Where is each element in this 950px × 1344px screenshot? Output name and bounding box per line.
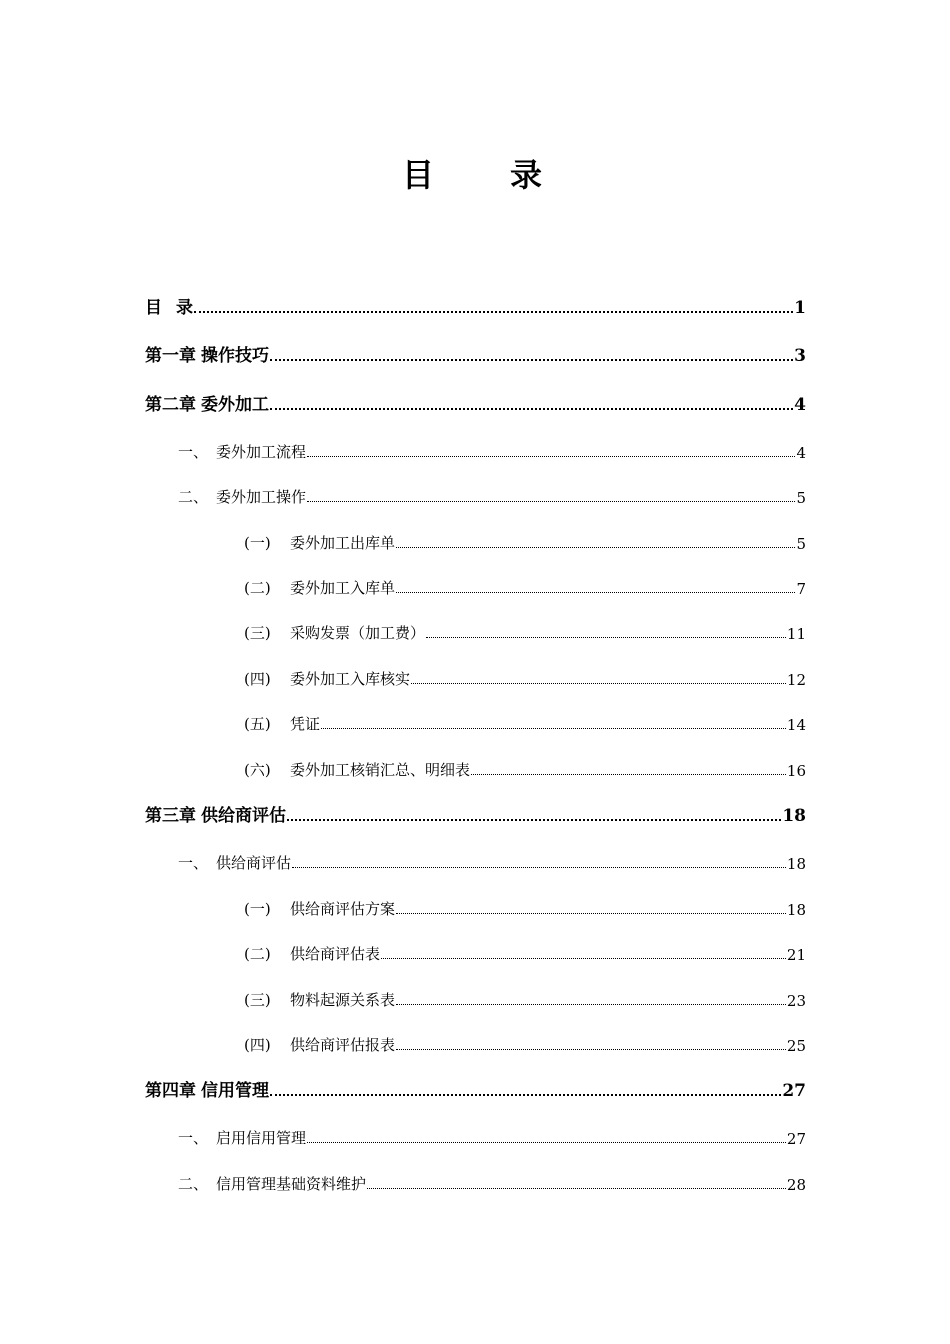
toc-entry-page: 5 — [796, 535, 806, 553]
toc-entry-title: 委外加工 — [201, 395, 269, 415]
toc-entry-section[interactable] — [145, 1124, 806, 1148]
toc-entry-page: 3 — [794, 346, 806, 366]
toc-entry-number: (六) — [244, 761, 271, 779]
toc-entry-number: (二) — [244, 579, 271, 597]
toc-entry-subsection[interactable] — [145, 665, 806, 689]
toc-entry-page: 4 — [794, 395, 806, 415]
toc-entry-chapter-1[interactable] — [145, 342, 806, 366]
toc-entry-page: 25 — [786, 1037, 806, 1055]
toc-entry-title: 信用管理基础资料维护 — [216, 1175, 367, 1193]
toc-entry-number: (一) — [244, 534, 271, 552]
toc-entry-contents[interactable] — [145, 294, 806, 318]
toc-entry-subsection[interactable] — [145, 710, 806, 734]
toc-entry-title: 供给商评估 — [201, 806, 286, 826]
toc-entry-subsection[interactable] — [145, 529, 806, 553]
toc-entry-title: 委外加工核销汇总、明细表 — [290, 761, 471, 779]
toc-entry-page: 5 — [796, 489, 806, 507]
toc-entry-number: 第三章 — [145, 806, 196, 826]
toc-dot-leader — [270, 359, 793, 361]
toc-dot-leader — [321, 728, 786, 729]
toc-entry-page: 12 — [786, 671, 806, 689]
toc-entry-page: 18 — [782, 806, 806, 826]
toc-entry-number: (二) — [244, 945, 271, 963]
toc-entry-title: 委外加工入库单 — [290, 579, 396, 597]
toc-entry-title: 凭证 — [290, 715, 321, 733]
toc-entry-subsection[interactable] — [145, 940, 806, 964]
toc-dot-leader — [367, 1188, 786, 1189]
toc-entry-title: 启用信用管理 — [216, 1129, 307, 1147]
toc-entry-number: 二、 — [178, 488, 209, 506]
toc-entry-page: 11 — [786, 625, 806, 643]
toc-entry-chapter-2[interactable] — [145, 391, 806, 415]
toc-entry-number: (四) — [244, 1036, 271, 1054]
toc-entry-subsection[interactable] — [145, 756, 806, 780]
toc-entry-number: 二、 — [178, 1175, 209, 1193]
toc-entry-section[interactable] — [145, 438, 806, 462]
toc-entry-page: 21 — [786, 946, 806, 964]
toc-dot-leader — [396, 1049, 786, 1050]
toc-entry-page: 27 — [786, 1130, 806, 1148]
toc-entry-section[interactable] — [145, 849, 806, 873]
toc-entry-page: 14 — [786, 716, 806, 734]
toc-entry-chapter-4[interactable] — [145, 1077, 806, 1101]
toc-dot-leader — [292, 867, 786, 868]
toc-entry-title: 供给商评估表 — [290, 945, 381, 963]
toc-entry-number: (三) — [244, 624, 271, 642]
toc-dot-leader — [194, 311, 793, 313]
toc-entry-number: 第一章 — [145, 346, 196, 366]
toc-entry-number: (四) — [244, 670, 271, 688]
toc-dot-leader — [471, 774, 786, 775]
page-title: 目 录 — [401, 156, 564, 194]
toc-entry-title: 供给商评估方案 — [290, 900, 396, 918]
toc-dot-leader — [396, 547, 795, 548]
toc-entry-page: 28 — [786, 1176, 806, 1194]
toc-entry-title: 采购发票（加工费） — [290, 624, 426, 642]
toc-entry-page: 4 — [796, 444, 806, 462]
toc-dot-leader — [270, 1094, 781, 1096]
toc-entry-number: 第二章 — [145, 395, 196, 415]
toc-entry-title: 委外加工出库单 — [290, 534, 396, 552]
toc-entry-section[interactable] — [145, 483, 806, 507]
toc-dot-leader — [396, 913, 786, 914]
toc-dot-leader — [396, 1004, 786, 1005]
toc-entry-title: 供给商评估 — [216, 854, 292, 872]
toc-dot-leader — [307, 1142, 786, 1143]
toc-entry-title: 委外加工操作 — [216, 488, 307, 506]
toc-entry-page: 18 — [786, 855, 806, 873]
toc-dot-leader — [411, 683, 786, 684]
toc-dot-leader — [307, 456, 795, 457]
toc-entry-subsection[interactable] — [145, 895, 806, 919]
toc-entry-section[interactable] — [145, 1170, 806, 1194]
toc-entry-number: (一) — [244, 900, 271, 918]
toc-entry-number: 一、 — [178, 1129, 209, 1147]
toc-dot-leader — [287, 819, 781, 821]
toc-entry-title: 物料起源关系表 — [290, 991, 396, 1009]
toc-entry-title: 委外加工流程 — [216, 443, 307, 461]
toc-entry-number: 目 — [145, 298, 162, 318]
toc-entry-subsection[interactable] — [145, 1031, 806, 1055]
toc-entry-page: 23 — [786, 992, 806, 1010]
toc-entry-chapter-3[interactable] — [145, 802, 806, 826]
toc-dot-leader — [426, 637, 786, 638]
toc-entry-number: 一、 — [178, 854, 209, 872]
toc-entry-page: 16 — [786, 762, 806, 780]
toc-entry-page: 1 — [794, 298, 806, 318]
toc-entry-number: 第四章 — [145, 1081, 196, 1101]
toc-entry-title: 供给商评估报表 — [290, 1036, 396, 1054]
toc-dot-leader — [307, 501, 795, 502]
toc-entry-title: 信用管理 — [201, 1081, 269, 1101]
toc-entry-page: 27 — [782, 1081, 806, 1101]
toc-entry-subsection[interactable] — [145, 619, 806, 643]
toc-entry-number: 一、 — [178, 443, 209, 461]
toc-dot-leader — [396, 592, 795, 593]
toc-entry-title: 委外加工入库核实 — [290, 670, 411, 688]
toc-entry-number: (三) — [244, 991, 271, 1009]
toc-entry-title: 录 — [176, 298, 193, 318]
toc-entry-title: 操作技巧 — [201, 346, 269, 366]
toc-entry-page: 7 — [796, 580, 806, 598]
toc-entry-page: 18 — [786, 901, 806, 919]
toc-dot-leader — [381, 958, 786, 959]
toc-entry-number: (五) — [244, 715, 271, 733]
toc-entry-subsection[interactable] — [145, 986, 806, 1010]
toc-dot-leader — [270, 408, 793, 410]
toc-entry-subsection[interactable] — [145, 574, 806, 598]
